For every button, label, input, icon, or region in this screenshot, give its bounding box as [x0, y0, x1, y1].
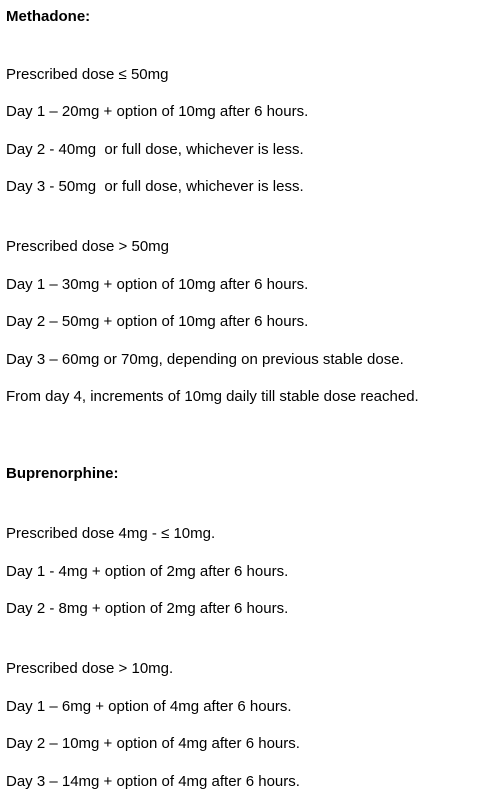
buprenorphine-high-day2: Day 2 – 10mg + option of 4mg after 6 hours.: [6, 735, 300, 752]
buprenorphine-heading: Buprenorphine:: [6, 465, 119, 482]
methadone-low-day1: Day 1 – 20mg + option of 10mg after 6 hours.: [6, 103, 309, 120]
methadone-high-day1: Day 1 – 30mg + option of 10mg after 6 hours.: [6, 276, 309, 293]
methadone-high-day3: Day 3 – 60mg or 70mg, depending on previous stable dose.: [6, 351, 404, 368]
methadone-high-dose-title: Prescribed dose > 50mg: [6, 238, 170, 255]
buprenorphine-high-dose-title: Prescribed dose > 10mg.: [6, 660, 174, 677]
methadone-high-day4: From day 4, increments of 10mg daily till stable dose reached.: [6, 388, 419, 405]
buprenorphine-low-day2: Day 2 - 8mg + option of 2mg after 6 hours.: [6, 600, 289, 617]
buprenorphine-high-day1: Day 1 – 6mg + option of 4mg after 6 hours.: [6, 698, 292, 715]
methadone-low-day2: Day 2 - 40mg or full dose, whichever is less.: [6, 141, 304, 158]
methadone-low-dose-title: Prescribed dose ≤ 50mg: [6, 66, 169, 83]
methadone-low-day3: Day 3 - 50mg or full dose, whichever is less.: [6, 178, 304, 195]
methadone-heading: Methadone:: [6, 8, 91, 25]
buprenorphine-low-dose-title: Prescribed dose 4mg - ≤ 10mg.: [6, 525, 216, 542]
buprenorphine-low-day1: Day 1 - 4mg + option of 2mg after 6 hours.: [6, 563, 289, 580]
buprenorphine-high-day3: Day 3 – 14mg + option of 4mg after 6 hours.: [6, 773, 300, 790]
methadone-high-day2: Day 2 – 50mg + option of 10mg after 6 hours.: [6, 313, 309, 330]
